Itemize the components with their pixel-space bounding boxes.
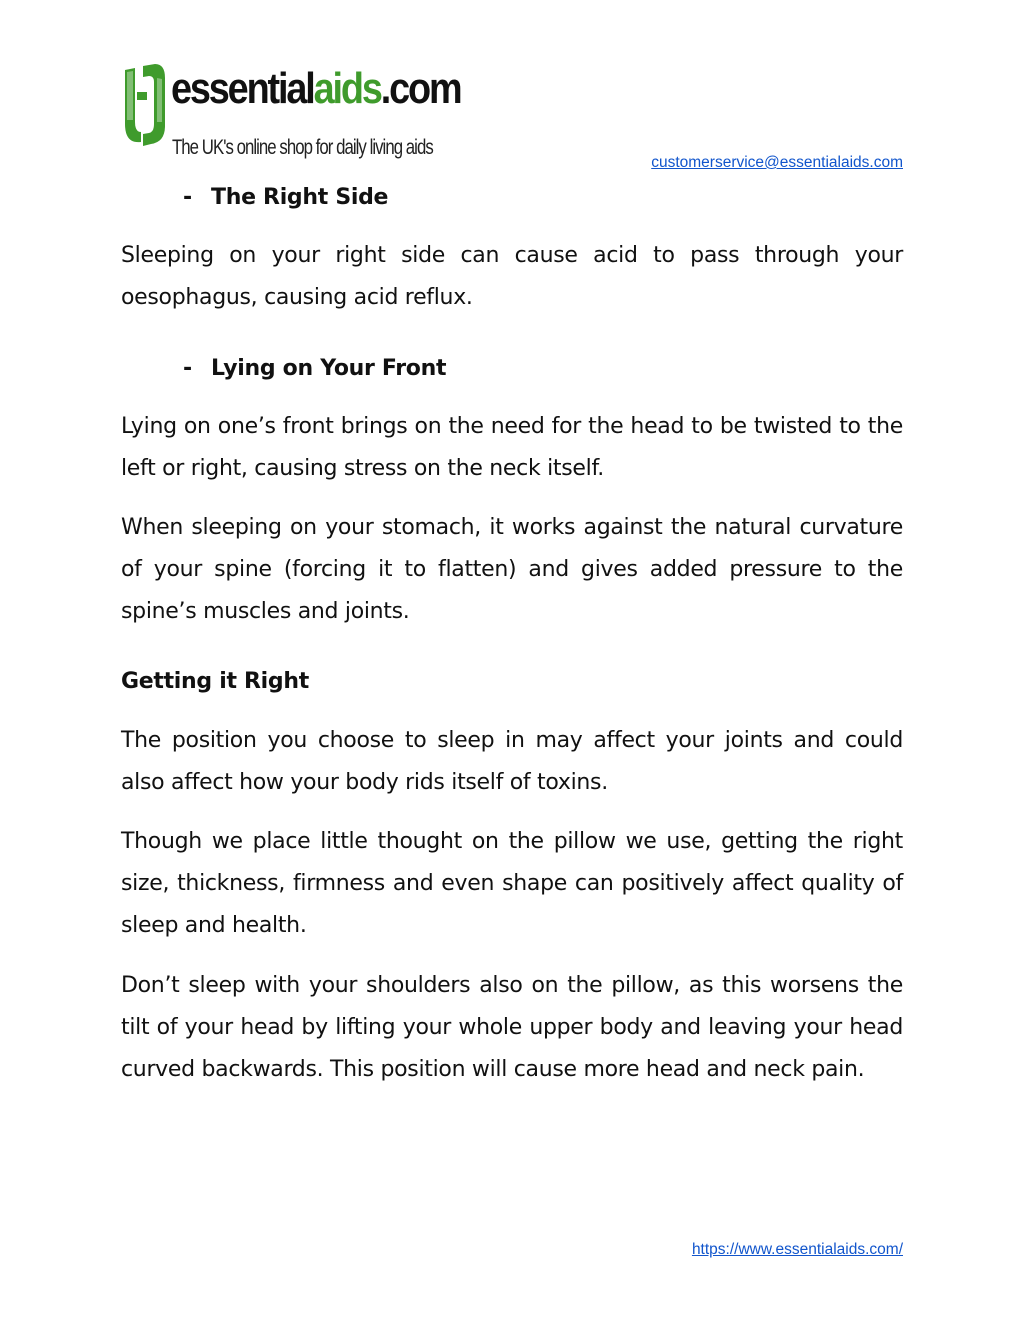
heading-right-side — [183, 183, 388, 213]
logo-mark-icon — [121, 62, 167, 152]
paragraph-front-2: When sleeping on your stomach, it works against the natural curvature of your spine (forcing it to flatten) and gives added pressure to the spine’s muscles and joints. — [121, 515, 903, 624]
customer-service-email-link[interactable]: customerservice@essentialaids.com — [651, 154, 903, 171]
paragraph-right-side: Sleeping on your right side can cause acid to pass through your oesophagus, causing acid reflux. — [121, 243, 903, 310]
heading-dash: - — [183, 356, 192, 381]
heading-lying-front-text: Lying on Your Front — [211, 356, 447, 381]
heading-dash: - — [183, 185, 192, 210]
logo-wordmark — [171, 60, 460, 118]
heading-lying-front — [183, 354, 446, 384]
heading-right-side-text: The Right Side — [211, 185, 389, 210]
logo-word-com: .com — [380, 64, 461, 113]
logo-tagline: The UK's online shop for daily living aids — [172, 136, 433, 159]
paragraph-front-1: Lying on one’s front brings on the need for the head to be twisted to the left or right, causing stress on the neck itself. — [121, 414, 903, 481]
paragraph-getting-right-1: The position you choose to sleep in may affect your joints and could also affect how your body rids itself of toxins. — [121, 728, 903, 795]
brand-logo[interactable] — [121, 60, 461, 170]
logo-word-aids: aids — [313, 64, 381, 113]
logo-word-essential: essential — [171, 64, 314, 113]
website-url-link[interactable]: https://www.essentialaids.com/ — [691, 1241, 903, 1258]
paragraph-getting-right-3: Don’t sleep with your shoulders also on the pillow, as this worsens the tilt of your head by lifting your whole upper body and leaving your head curved backwards. This position will cause more head and neck pain. — [121, 973, 903, 1082]
heading-getting-it-right: Getting it Right — [121, 669, 309, 694]
paragraph-getting-right-2: Though we place little thought on the pillow we use, getting the right size, thickness, firmness and even shape can positively affect quality of sleep and health. — [121, 829, 903, 938]
